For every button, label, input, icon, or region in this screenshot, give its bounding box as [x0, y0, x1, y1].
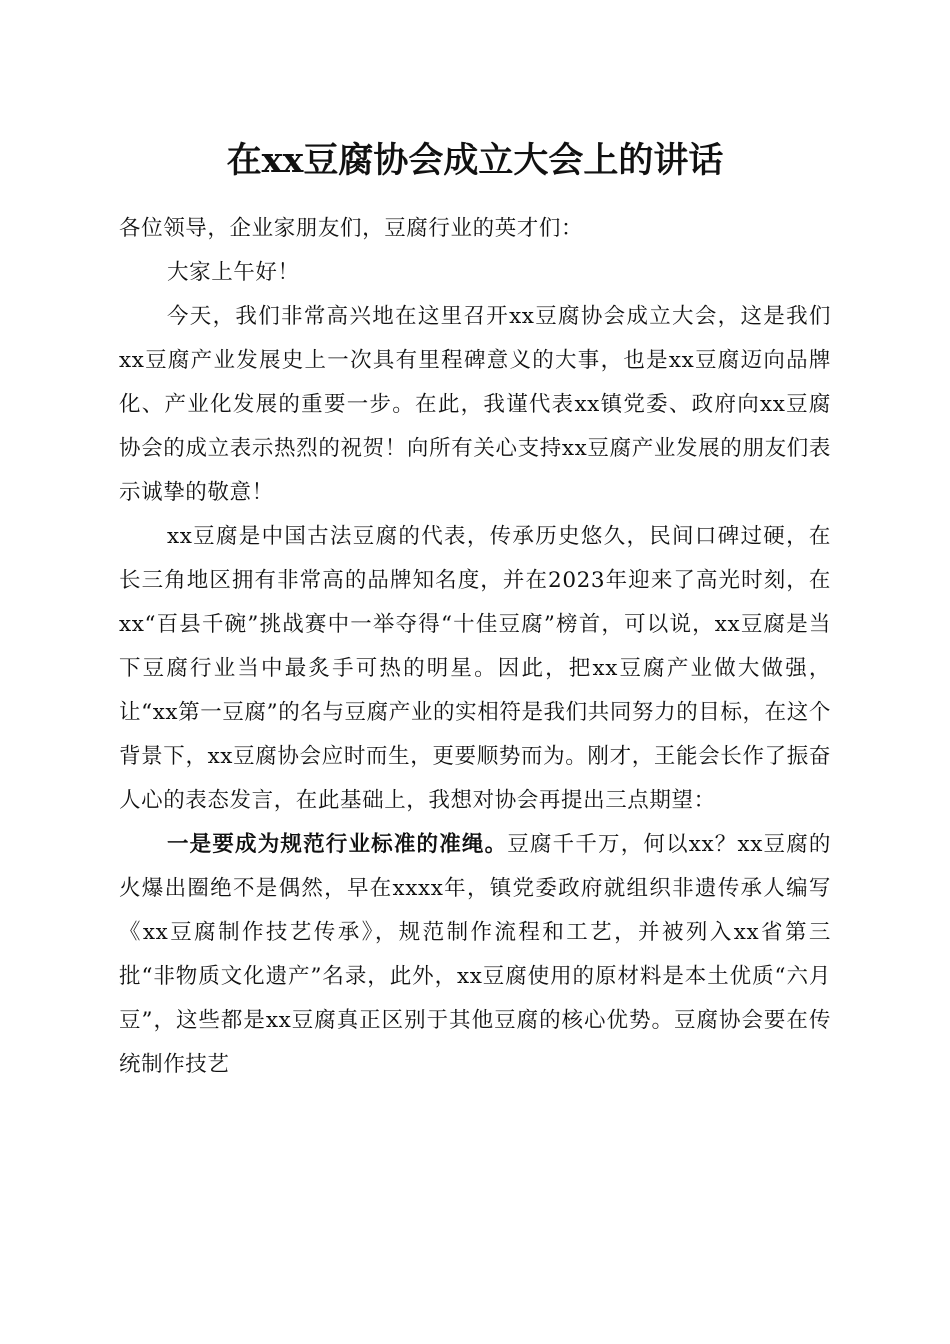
page-title: 在xx豆腐协会成立大会上的讲话 [226, 140, 724, 181]
salutation: 各位领导，企业家朋友们，豆腐行业的英才们： [119, 216, 584, 241]
paragraph-opening: 今天，我们非常高兴地在这里召开xx豆腐协会成立大会，这是我们xx豆腐产业发展史上一次具有里程碑意义的大事，也是xx豆腐迈向品牌化、产业化发展的重要一步。在此，我谨代表xx镇党委、政府向xx豆腐协会的成立表示热烈的祝贺！向所有关心支持xx豆腐产业发展的朋友们表示诚挚的敬意！ [119, 304, 831, 505]
greeting: 大家上午好！ [167, 260, 300, 285]
point-one-heading: 一是要成为规范行业标准的准绳。 [167, 832, 508, 857]
speech-body [119, 207, 831, 1087]
paragraph-point-one [119, 823, 831, 1087]
point-one-text: 豆腐千千万，何以xx？xx豆腐的火爆出圈绝不是偶然，早在xxxx年，镇党委政府就组织非遗传承人编写《xx豆腐制作技艺传承》，规范制作流程和工艺，并被列入xx省第三批“非物质文化遗产”名录，此外，xx豆腐使用的原材料是本土优质“六月豆”，这些都是xx豆腐真正区别于其他豆腐的核心优势。豆腐协会要在传统制作技艺 [119, 832, 831, 1077]
paragraph-background: xx豆腐是中国古法豆腐的代表，传承历史悠久，民间口碑过硬，在长三角地区拥有非常高的品牌知名度，并在2023年迎来了高光时刻，在xx“百县千碗”挑战赛中一举夺得“十佳豆腐”榜首，可以说，xx豆腐是当下豆腐行业当中最炙手可热的明星。因此，把xx豆腐产业做大做强，让“xx第一豆腐”的名与豆腐产业的实相符是我们共同努力的目标，在这个背景下，xx豆腐协会应时而生，更要顺势而为。刚才，王能会长作了振奋人心的表态发言，在此基础上，我想对协会再提出三点期望： [119, 524, 831, 813]
